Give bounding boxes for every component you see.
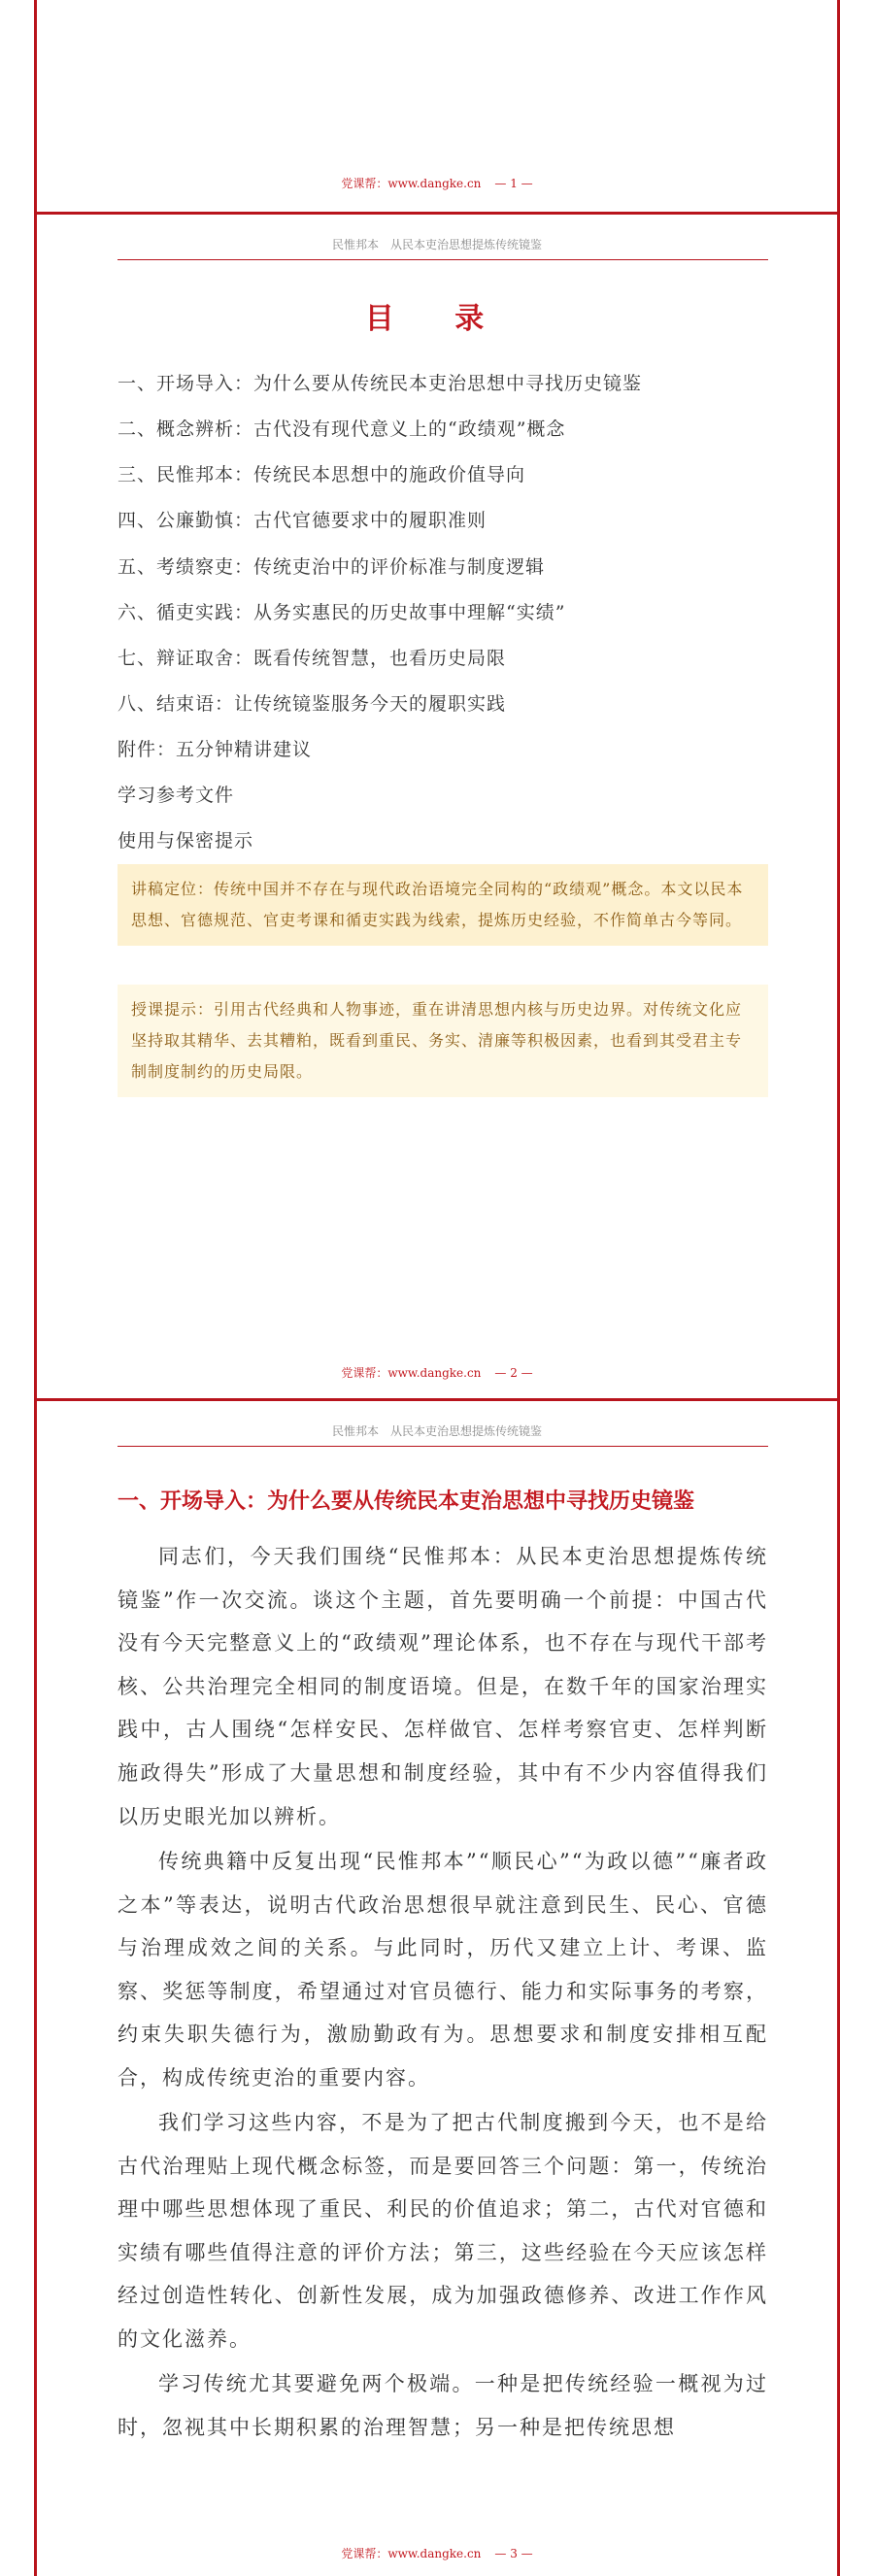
toc-item[interactable]: 八、结束语：让传统镜鉴服务今天的履职实践	[118, 693, 507, 715]
footer-site: 党课帮：www.dangke.cn	[341, 2547, 482, 2560]
running-header: 民惟邦本 从民本吏治思想提炼传统镜鉴	[331, 1424, 542, 1438]
page-1	[34, 0, 840, 212]
toc-item[interactable]: 四、公廉勤慎：古代官德要求中的履职准则	[118, 510, 487, 531]
page-number: — 3 —	[494, 2547, 533, 2560]
page-footer	[37, 2545, 837, 2561]
footer-site: 党课帮：www.dangke.cn	[341, 177, 482, 190]
body-paragraph: 同志们，今天我们围绕“民惟邦本：从民本吏治思想提炼传统镜鉴”作一次交流。谈这个主题，首先要明确一个前提：中国古代没有今天完整意义上的“政绩观”理论体系，也不存在与现代干部考核、公共治理完全相同的制度语境。但是，在数千年的国家治理实践中，古人围绕“怎样安民、怎样做官、怎样考察官吏、怎样判断施政得失”形成了大量思想和制度经验，其中有不少内容值得我们以历史眼光加以辨析。	[118, 1545, 768, 1828]
positioning-note: 讲稿定位：传统中国并不存在与现代政治语境完全同构的“政绩观”概念。本文以民本思想、官德规范、官吏考课和循吏实践为线索，提炼历史经验，不作简单古今等同。	[118, 864, 768, 946]
toc-item[interactable]: 六、循吏实践：从务实惠民的历史故事中理解“实绩”	[118, 602, 566, 623]
toc-item[interactable]: 使用与保密提示	[118, 830, 254, 852]
body-paragraph: 学习传统尤其要避免两个极端。一种是把传统经验一概视为过时，忽视其中长期积累的治理智慧；另一种是把传统思想	[118, 2372, 768, 2439]
toc-item[interactable]: 学习参考文件	[118, 785, 235, 806]
toc-item[interactable]: 附件：五分钟精讲建议	[118, 739, 313, 760]
toc-title: 目 录	[364, 302, 510, 336]
section-title: 一、开场导入：为什么要从传统民本吏治思想中寻找历史镜鉴	[118, 1489, 695, 1514]
footer-site: 党课帮：www.dangke.cn	[341, 1366, 482, 1380]
page-footer	[37, 1364, 837, 1381]
body-paragraph: 传统典籍中反复出现“民惟邦本”“顺民心”“为政以德”“廉者政之本”等表达，说明古代政治思想很早就注意到民生、民心、官德与治理成效之间的关系。与此同时，历代又建立上计、考课、监察、奖惩等制度，希望通过对官员德行、能力和实际事务的考察，约束失职失德行为，激励勤政有为。思想要求和制度安排相互配合，构成传统吏治的重要内容。	[118, 1850, 768, 2090]
page-3	[34, 1401, 840, 2576]
body-paragraph: 我们学习这些内容，不是为了把古代制度搬到今天，也不是给古代治理贴上现代概念标签，而是要回答三个问题：第一，传统治理中哪些思想体现了重民、利民的价值追求；第二，古代对官德和实绩有哪些值得注意的评价方法；第三，这些经验在今天应该怎样经过创造性转化、创新性发展，成为加强政德修养、改进工作作风的文化滋养。	[118, 2111, 768, 2351]
toc-item[interactable]: 三、民惟邦本：传统民本思想中的施政价值导向	[118, 464, 526, 485]
toc-item[interactable]: 七、辩证取舍：既看传统智慧，也看历史局限	[118, 648, 507, 669]
page-number: — 1 —	[494, 177, 533, 190]
header-rule	[118, 1446, 768, 1447]
page-footer	[37, 175, 837, 191]
toc-item[interactable]: 一、开场导入：为什么要从传统民本吏治思想中寻找历史镜鉴	[118, 373, 643, 394]
toc-item[interactable]: 五、考绩察吏：传统吏治中的评价标准与制度逻辑	[118, 556, 546, 578]
page-2	[34, 215, 840, 1401]
teaching-tip-note: 授课提示：引用古代经典和人物事迹，重在讲清思想内核与历史边界。对传统文化应坚持取其精华、去其糟粕，既看到重民、务实、清廉等积极因素，也看到其受君主专制制度制约的历史局限。	[118, 985, 768, 1097]
header-rule	[118, 259, 768, 260]
toc-item[interactable]: 二、概念辨析：古代没有现代意义上的“政绩观”概念	[118, 418, 566, 440]
running-header: 民惟邦本 从民本吏治思想提炼传统镜鉴	[331, 238, 542, 251]
page-number: — 2 —	[494, 1366, 533, 1380]
